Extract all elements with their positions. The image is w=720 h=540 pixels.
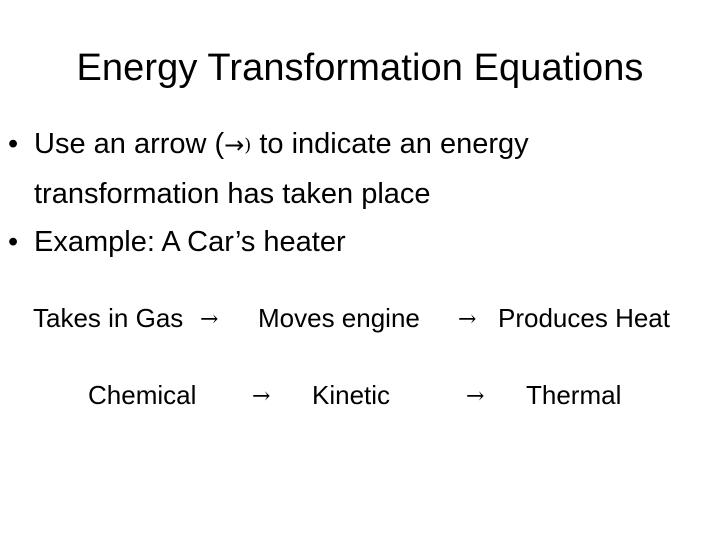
bullet-text: Example: A Car’s heater <box>34 226 346 258</box>
right-arrow-icon: → <box>252 384 271 409</box>
energy-type-3: Thermal <box>526 380 622 410</box>
closing-paren: ) <box>244 135 252 156</box>
bullet-item-arrow-usage <box>8 120 708 218</box>
process-step-1: Takes in Gas <box>33 303 184 333</box>
slide-title: Energy Transformation Equations <box>76 47 644 89</box>
right-arrow-icon: → <box>466 384 485 409</box>
process-step-3: Produces Heat <box>498 303 670 333</box>
bullet-text-end: to indicate an energy transformation has taken place <box>34 128 529 210</box>
bullet-item-example <box>8 218 708 266</box>
process-step-2: Moves engine <box>258 303 420 333</box>
bullet-list <box>8 120 708 266</box>
bullet-marker: • <box>8 226 19 258</box>
right-arrow-icon: → <box>200 307 219 332</box>
right-arrow-icon: → <box>458 307 477 332</box>
energy-type-1: Chemical <box>88 380 197 410</box>
bullet-text-start: Use an arrow ( <box>34 128 225 160</box>
process-chain <box>0 301 720 335</box>
bullet-text <box>34 120 634 218</box>
energy-type-2: Kinetic <box>312 380 391 410</box>
energy-chain <box>0 378 720 412</box>
right-arrow-icon: → <box>224 131 245 159</box>
bullet-marker: • <box>8 128 19 160</box>
